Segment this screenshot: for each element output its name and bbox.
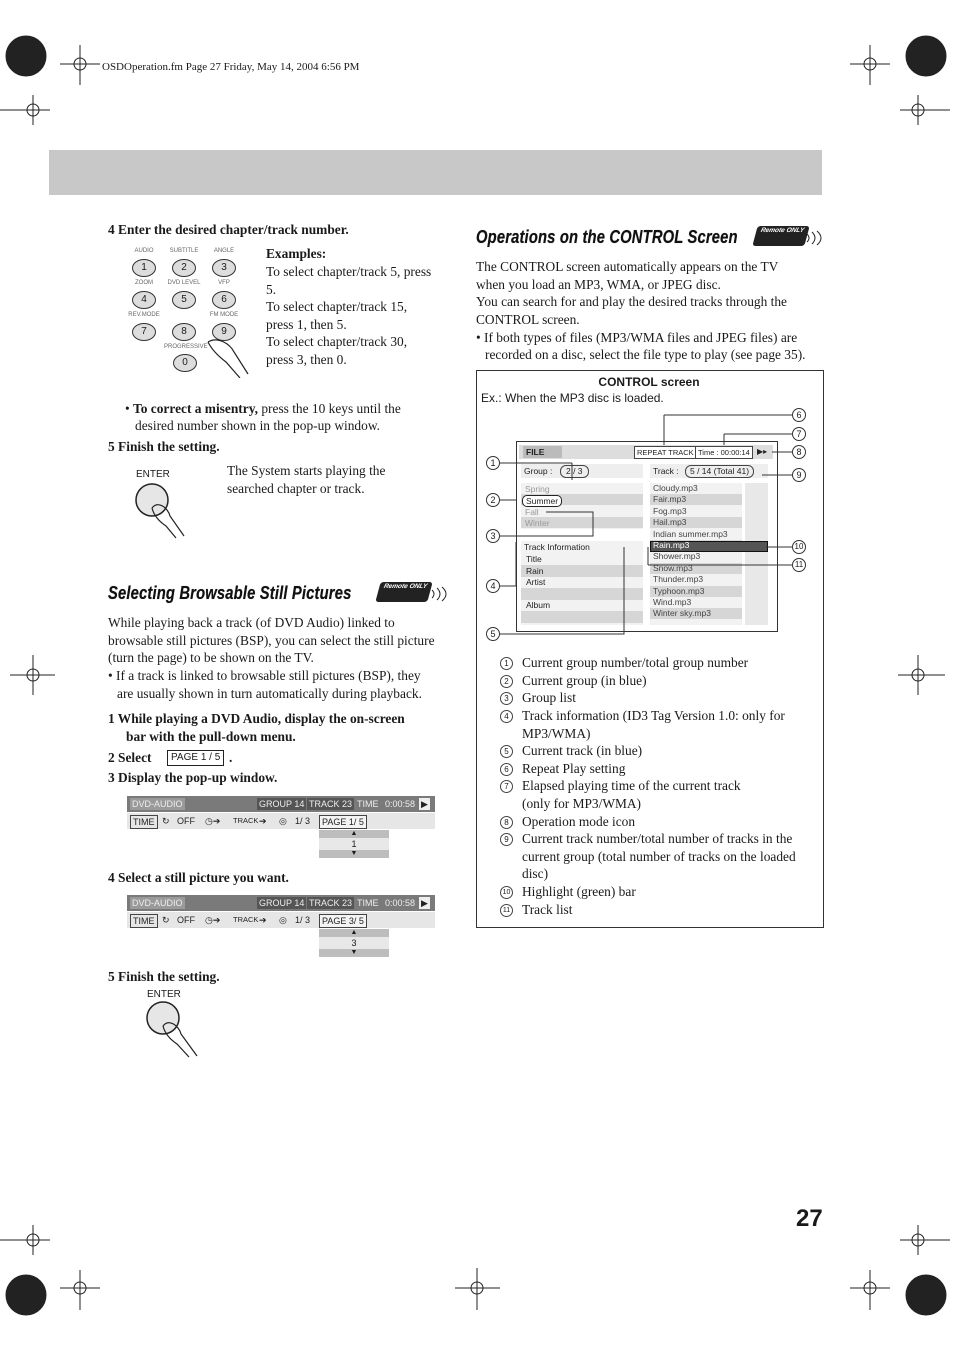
legend-number: 8 (500, 816, 513, 829)
legend-text: Current group number/total group number (522, 655, 749, 670)
key-6: 6 (212, 291, 236, 309)
track-info-artist: Artist (526, 577, 546, 587)
legend-text: Current track (in blue) (522, 743, 643, 758)
track-list-item: Cloudy.mp3 (653, 483, 698, 493)
operation-mode-icon: ▶▸ (757, 447, 768, 456)
key-label-progressive: PROGRESSIVE (164, 344, 208, 350)
popup-up-icon: ▲ (350, 929, 358, 936)
key-label-vfp: VFP (218, 280, 230, 286)
osd2-count: 1/ 3 (295, 915, 311, 925)
callout-5: 5 (486, 627, 500, 641)
osd2-disc-icon: ◎ (279, 915, 287, 925)
figure-subtitle: Ex.: When the MP3 disc is loaded. (481, 391, 664, 405)
legend-text: Current track number/total number of tracks in the (522, 831, 793, 846)
osd1-off: OFF (177, 816, 195, 826)
key-8: 8 (172, 323, 196, 341)
track-list-item: Wind.mp3 (653, 597, 692, 607)
popup-up-icon: ▲ (350, 830, 358, 837)
track-list-item: Shower.mp3 (653, 551, 701, 562)
page-box: PAGE 1 / 5 (167, 750, 224, 766)
track-list-item: Winter sky.mp3 (653, 608, 711, 619)
example-line-2: 5. (266, 282, 277, 297)
osd1-track-small: TRACK (233, 816, 259, 825)
signal-icon (803, 230, 825, 246)
legend-number: 1 (500, 657, 513, 670)
legend-text: Current group (in blue) (522, 673, 647, 688)
bsp-bullet-1: • If a track is linked to browsable still pictures (BSP), they (108, 668, 421, 683)
legend-text: Group list (522, 690, 576, 705)
group-item-spring: Spring (525, 484, 550, 494)
enter-label: ENTER (136, 469, 170, 480)
track-list-item: Thunder.mp3 (653, 574, 704, 585)
example-line-6: press 3, then 0. (266, 352, 347, 367)
key-label-rev-mode: REV.MODE (128, 312, 160, 318)
legend-number: 7 (500, 780, 513, 793)
example-line-5: To select chapter/track 30, (266, 334, 408, 349)
key-3: 3 (212, 259, 236, 277)
track-list-item: Snow.mp3 (653, 562, 693, 573)
legend-text: MP3/WMA) (522, 725, 591, 741)
file-info: OSDOperation.fm Page 27 Friday, May 14, 2004 6:56 PM (102, 61, 360, 73)
remote-only-badge: Remote ONLY (375, 582, 432, 602)
legend-text: (only for MP3/WMA) (522, 795, 642, 811)
legend-text: current group (total number of tracks on the loaded (522, 848, 796, 864)
legend-number: 9 (500, 833, 513, 846)
track-list-item: Typhoon.mp3 (653, 585, 705, 596)
key-0: 0 (173, 354, 197, 372)
key-7: 7 (132, 323, 156, 341)
legend-number: 3 (500, 692, 513, 705)
control-para-4: CONTROL screen. (476, 312, 580, 327)
osd1-disc: DVD-AUDIO (132, 799, 183, 809)
callout-11: 11 (792, 558, 806, 572)
control-para-3: You can search for and play the desired tracks through the (476, 294, 787, 309)
osd2-time-label: TIME (357, 898, 379, 908)
screen-repeat: REPEAT TRACK (634, 446, 697, 459)
page-number: 27 (796, 1205, 823, 1232)
legend-text: Track list (522, 902, 573, 917)
misentry-line-1: • To correct a misentry, press the 10 keys until the (125, 401, 401, 416)
bsp-step5: 5 Finish the setting. (108, 969, 220, 984)
control-bullet-1: • If both types of files (MP3/WMA files and JPEG files) are (476, 330, 798, 345)
step4-title: 4 Enter the desired chapter/track number. (108, 222, 349, 237)
osd1-popup (319, 830, 389, 858)
osd-bar-1 (127, 796, 435, 829)
example-line-4: press 1, then 5. (266, 317, 347, 332)
osd1-clock-icon: ◷➔ (205, 816, 221, 826)
callout-6: 6 (792, 408, 806, 422)
osd1-disc-icon: ◎ (279, 816, 287, 826)
screen-file: FILE (523, 446, 562, 458)
bsp-bullet-2: are usually shown in turn automatically during playback. (117, 686, 422, 701)
legend-number: 2 (500, 675, 513, 688)
bsp-para-3: (turn the page) to be shown on the TV. (108, 650, 314, 665)
enter-button-icon (132, 482, 192, 540)
legend-text: Track information (ID3 Tag Version 1.0: only for (522, 708, 785, 723)
legend-text: Elapsed playing time of the current track (522, 778, 741, 793)
screen-time: Time : 00:00:14 (695, 446, 753, 459)
key-1: 1 (132, 259, 156, 277)
legend-number: 6 (500, 763, 513, 776)
control-para-2: when you load an MP3, WMA, or JPEG disc. (476, 277, 721, 292)
track-list-item: Rain.mp3 (653, 540, 690, 550)
key-9: 9 (212, 323, 236, 341)
track-info-title-label: Title (526, 554, 542, 564)
key-label-fm-mode: FM MODE (209, 312, 239, 318)
screen-group-label: Group : (524, 466, 553, 476)
bsp-step2-end: . (229, 750, 233, 765)
callout-7: 7 (792, 427, 806, 441)
examples-title: Examples: (266, 246, 327, 261)
screen-group-value: 2 / 3 (560, 465, 589, 478)
osd2-arrow-icon: ➔ (259, 915, 267, 925)
group-item-summer: Summer (522, 495, 562, 507)
bsp-step1-line2: bar with the pull-down menu. (126, 729, 296, 744)
header-bar (49, 150, 822, 195)
osd1-arrow-icon: ➔ (259, 816, 267, 826)
enter-text-1: The System starts playing the (227, 463, 386, 478)
legend-number: 4 (500, 710, 513, 723)
remote-only-badge-2: Remote ONLY (752, 226, 809, 246)
track-list-item: Indian summer.mp3 (653, 528, 728, 539)
osd2-track-small: TRACK (233, 915, 259, 924)
misentry-rest: press the 10 keys until the (258, 401, 401, 416)
finger-icon (204, 338, 254, 378)
enter-text-2: searched chapter or track. (227, 481, 365, 496)
bsp-para-2: browsable still pictures (BSP), you can select the still picture (108, 633, 435, 648)
osd1-track: TRACK 23 (309, 799, 353, 809)
track-list-item: Fog.mp3 (653, 505, 687, 516)
track-info-album: Album (526, 600, 551, 610)
osd2-time-button: TIME (130, 914, 158, 928)
osd2-page: PAGE 3/ 5 (319, 914, 367, 928)
legend-text: disc) (522, 866, 549, 882)
figure-title: CONTROL screen (598, 375, 700, 389)
osd2-clock-icon: ◷➔ (205, 915, 221, 925)
osd1-count: 1/ 3 (295, 816, 311, 826)
key-label-subtitle: SUBTITLE (169, 248, 199, 254)
legend-text: Repeat Play setting (522, 761, 626, 776)
bsp-step3: 3 Display the pop-up window. (108, 770, 278, 785)
legend-number: 5 (500, 745, 513, 758)
track-info-title: Track Information (524, 542, 590, 552)
osd2-group: GROUP 14 (259, 898, 305, 908)
callout-lines (476, 370, 822, 650)
bsp-step2: 2 Select (108, 750, 152, 765)
legend-text: Highlight (green) bar (522, 884, 636, 899)
callout-8: 8 (792, 445, 806, 459)
legend-text: Operation mode icon (522, 814, 636, 829)
bsp-step4: 4 Select a still picture you want. (108, 870, 289, 885)
osd2-disc: DVD-AUDIO (132, 898, 183, 908)
osd2-off: OFF (177, 915, 195, 925)
key-4: 4 (132, 291, 156, 309)
misentry-line-2: desired number shown in the pop-up window. (135, 418, 380, 433)
osd2-play-icon: ▶ (421, 898, 428, 908)
key-label-angle: ANGLE (213, 248, 235, 254)
osd2-time: 0:00:58 (385, 898, 416, 908)
control-para-1: The CONTROL screen automatically appears on the TV (476, 259, 779, 274)
signal-icon (428, 586, 450, 602)
screen-track-value: 5 / 14 (Total 41) (685, 465, 754, 478)
osd1-repeat-icon: ↻ (162, 816, 170, 826)
key-2: 2 (172, 259, 196, 277)
osd2-repeat-icon: ↻ (162, 915, 170, 925)
misentry-bold: To correct a misentry, (133, 401, 258, 416)
group-item-fall: Fall (525, 507, 539, 517)
example-line-1: To select chapter/track 5, press (266, 264, 432, 279)
osd1-group: GROUP 14 (259, 799, 305, 809)
popup-down-icon: ▼ (350, 949, 358, 956)
osd1-time: 0:00:58 (385, 799, 416, 809)
osd2-popup (319, 929, 389, 957)
enter-button-icon-2 (143, 1000, 205, 1058)
enter-label-2: ENTER (147, 989, 181, 1000)
callout-9: 9 (792, 468, 806, 482)
osd1-page: PAGE 1/ 5 (319, 815, 367, 829)
osd1-time-button: TIME (130, 815, 158, 829)
bsp-para-1: While playing back a track (of DVD Audio) linked to (108, 615, 395, 630)
step5-title: 5 Finish the setting. (108, 439, 220, 454)
osd-bar-2 (127, 895, 435, 928)
bsp-section-title: Selecting Browsable Still Pictures (108, 583, 352, 603)
control-section-title: Operations on the CONTROL Screen (476, 227, 738, 247)
track-list-item: Hail.mp3 (653, 517, 687, 528)
popup-down-icon: ▼ (350, 850, 358, 857)
legend-number: 10 (500, 886, 513, 899)
remote-keypad (124, 248, 254, 378)
key-label-dvd-level: DVD LEVEL (167, 280, 201, 286)
osd1-time-label: TIME (357, 799, 379, 809)
screen-track-label: Track : (653, 466, 679, 476)
callout-1: 1 (486, 456, 500, 470)
callout-4: 4 (486, 579, 500, 593)
callout-3: 3 (486, 529, 500, 543)
control-bullet-2: recorded on a disc, select the file type to play (see page 35). (485, 347, 806, 362)
track-list-item: Fair.mp3 (653, 494, 687, 505)
osd2-track: TRACK 23 (309, 898, 353, 908)
key-label-audio: AUDIO (134, 248, 154, 254)
example-line-3: To select chapter/track 15, (266, 299, 408, 314)
callout-2: 2 (486, 493, 500, 507)
key-5: 5 (172, 291, 196, 309)
group-item-winter: Winter (525, 518, 550, 528)
bsp-step1-line1: 1 While playing a DVD Audio, display the on-screen (108, 711, 405, 726)
osd2-popup-value: 3 (319, 937, 389, 949)
osd1-popup-value: 1 (319, 838, 389, 850)
legend-number: 11 (500, 904, 513, 917)
osd1-play-icon: ▶ (421, 799, 428, 809)
track-info-title-value: Rain (526, 566, 544, 576)
key-label-zoom: ZOOM (135, 280, 153, 286)
callout-10: 10 (792, 540, 806, 554)
